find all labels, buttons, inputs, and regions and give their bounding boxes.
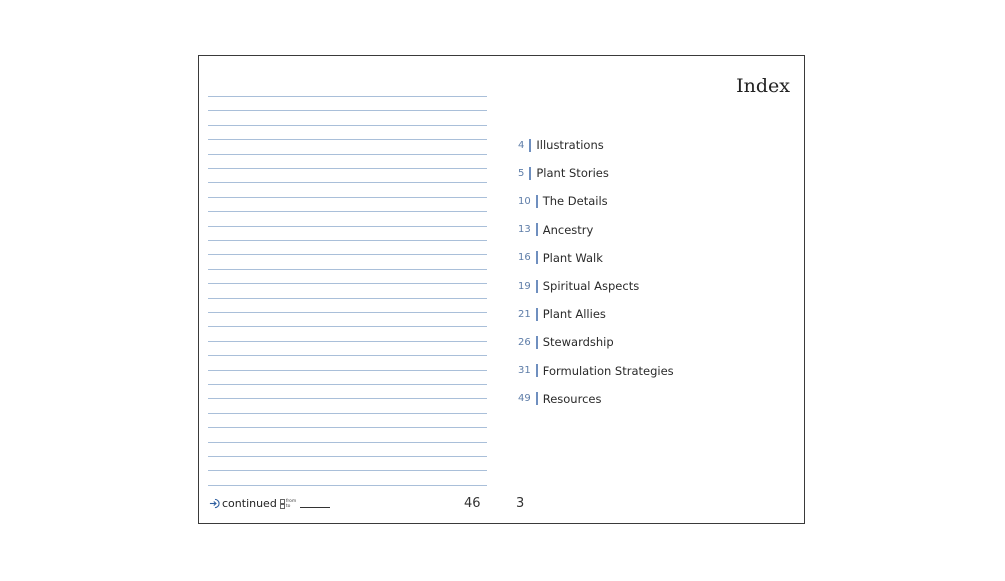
index-entry-label: Stewardship — [542, 335, 614, 350]
index-entry[interactable] — [518, 250, 603, 266]
ruled-line — [208, 427, 487, 428]
index-entry-divider — [536, 280, 538, 293]
ruled-line — [208, 384, 487, 385]
index-entry-divider — [529, 167, 531, 180]
ruled-line — [208, 298, 487, 299]
index-entry-divider — [529, 139, 531, 152]
index-entry-page: 21 — [518, 308, 531, 320]
index-entry-label: Formulation Strategies — [542, 363, 674, 378]
ruled-line — [208, 312, 487, 313]
from-to-options — [280, 499, 296, 509]
index-entry-label: Resources — [542, 391, 602, 406]
index-entry[interactable] — [518, 306, 606, 322]
index-entry-divider — [536, 223, 538, 236]
index-entry-divider — [536, 336, 538, 349]
ruled-line — [208, 485, 487, 486]
page-reference-blank[interactable] — [300, 499, 330, 508]
index-entry-page: 13 — [518, 224, 531, 236]
ruled-line — [208, 283, 487, 284]
ruled-line — [208, 269, 487, 270]
ruled-line — [208, 470, 487, 471]
index-entry[interactable] — [518, 222, 593, 238]
index-entry-page: 49 — [518, 393, 531, 405]
left-page-number: 46 — [464, 496, 481, 511]
index-entry[interactable] — [518, 278, 639, 294]
index-entry-page: 10 — [518, 195, 531, 207]
index-entry-page: 4 — [518, 139, 525, 151]
ruled-line — [208, 182, 487, 183]
index-entry-divider — [536, 392, 538, 405]
index-entry[interactable] — [518, 334, 614, 350]
ruled-line — [208, 398, 487, 399]
index-entry-label: Plant Walk — [542, 250, 603, 265]
index-entry-label: The Details — [542, 194, 608, 209]
index-entry-label: Spiritual Aspects — [542, 279, 640, 293]
ruled-line — [208, 240, 487, 241]
index-entry-divider — [536, 308, 538, 321]
ruled-line — [208, 211, 487, 212]
index-title: Index — [736, 75, 790, 97]
arrow-right-circle-icon — [209, 498, 220, 509]
index-entry-label: Illustrations — [536, 138, 604, 152]
index-entry-page: 5 — [518, 167, 525, 179]
ruled-line — [208, 326, 487, 327]
ruled-line — [208, 168, 487, 169]
ruled-line — [208, 341, 487, 342]
ruled-line — [208, 413, 487, 414]
index-entry-label: Ancestry — [542, 222, 594, 237]
ruled-line — [208, 370, 487, 371]
from-label: from — [285, 498, 297, 504]
to-label: to — [285, 503, 291, 509]
right-page-number: 3 — [516, 496, 525, 511]
ruled-line — [208, 442, 487, 443]
ruled-line — [208, 226, 487, 227]
ruled-line — [208, 110, 487, 111]
index-entry-page: 31 — [518, 365, 531, 377]
index-entry-divider — [536, 195, 538, 208]
ruled-line — [208, 154, 487, 155]
ruled-line — [208, 456, 487, 457]
to-option[interactable] — [280, 504, 296, 509]
lined-notes-area — [208, 96, 487, 488]
index-entry[interactable] — [518, 193, 608, 209]
ruled-line — [208, 254, 487, 255]
index-entry-label: Plant Stories — [536, 166, 609, 181]
index-entry-divider — [536, 364, 538, 377]
index-entry-divider — [536, 251, 538, 264]
continued-label: continued — [222, 497, 277, 510]
index-entry-page: 16 — [518, 252, 531, 264]
ruled-line — [208, 125, 487, 126]
index-entry[interactable] — [518, 165, 609, 181]
index-entry[interactable] — [518, 391, 601, 407]
notebook-spread — [198, 55, 805, 524]
index-entry[interactable] — [518, 363, 674, 379]
index-entry-page: 19 — [518, 280, 531, 292]
ruled-line — [208, 96, 487, 97]
index-entry-label: Plant Allies — [542, 307, 606, 322]
index-entry[interactable] — [518, 137, 604, 153]
ruled-line — [208, 197, 487, 198]
ruled-line — [208, 139, 487, 140]
ruled-line — [208, 355, 487, 356]
to-checkbox[interactable] — [280, 504, 285, 509]
continued-footer — [209, 497, 330, 510]
index-entry-page: 26 — [518, 336, 531, 348]
